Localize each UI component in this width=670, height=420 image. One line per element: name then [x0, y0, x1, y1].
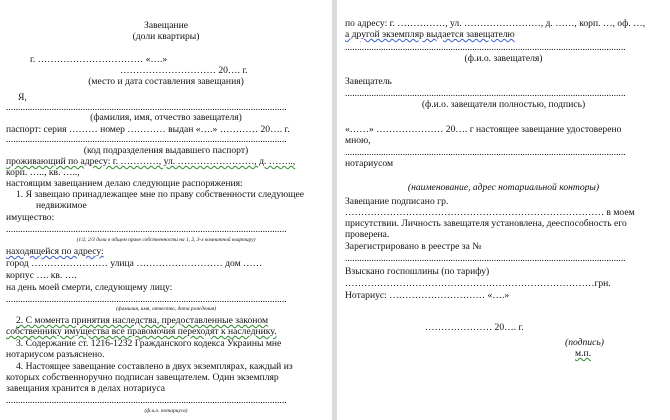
share-hint: (1/2, 2/3 доли в общем праве собственности на 1, 2, 3-х комнатной квартиру)	[76, 237, 256, 243]
copy-dotted-line: .....................................................................................................................	[345, 42, 626, 53]
signature-hint: (ф.и.о. завещателя полностью, подпись)	[421, 99, 586, 110]
clause-3-line-1: 3. Содержание ст. 1216-1232 Гражданского кодекса Украины мне	[16, 338, 282, 349]
fio-hint: (фамилия, имя, отчество завещателя)	[90, 112, 242, 123]
korpus-line: корпус …. кв. ….	[6, 270, 77, 281]
office-address-line: по адресу: г. ……………, ул. ……………………, д. ……, корп. …, оф. …,	[345, 18, 646, 29]
clause-4-line-2: которых собственноручно подписан завещателем. Один экземпляр	[6, 372, 279, 383]
document-subtitle: (доли квартиры)	[132, 31, 200, 42]
document-page-right	[337, 0, 670, 420]
registry-dotted-line: .....................................................................................................................	[345, 253, 626, 264]
city-date-line: г. …………………………… «….»	[30, 54, 168, 65]
copy-line: а другой экземпляр выдается завещателю	[345, 29, 515, 40]
death-line: на день моей смерти, следующему лицу:	[6, 282, 173, 293]
clause-2-line-2: собственнику имущества все правомочия переходят к наследнику.	[6, 326, 277, 337]
property-dotted-line: .....................................................................................................................	[6, 224, 287, 235]
presence-line: присутствии. Личность завещателя установлена, дееспособность его	[345, 218, 627, 229]
passport-line: паспорт: серия ……… номер ………… выдан «….» ………… 20…. г.	[6, 124, 290, 135]
certification-line-2: мною,	[345, 135, 371, 146]
clause-4-line-3: завещания хранится в делах нотариуса	[6, 383, 166, 394]
fee-line: Взыскано госпошлины (по тарифу)	[345, 266, 490, 277]
clause-1-line-2: недвижимое	[36, 200, 87, 211]
clause-4-line-1: 4. Настоящее завещание составлено в двух экземплярах, каждый из	[16, 361, 293, 372]
date-line: ………………………… 20…. г.	[120, 65, 248, 76]
testator-fio-hint: (ф.и.о. завещателя)	[464, 53, 543, 64]
clause-1-line-1: 1. Я завещаю принадлежащее мне по праву собственности следующее	[16, 189, 305, 200]
address-line: проживающий по адресу: г. …………, ул. ……………………, д. ……..,	[6, 156, 296, 167]
testator-dotted-line: .....................................................................................................................	[345, 88, 626, 99]
office-hint: (наименование, адрес нотариальной конторы)	[407, 182, 600, 193]
notary-label: нотариусом	[345, 158, 394, 169]
notary-hint: (ф.и.о. нотариуса)	[144, 408, 188, 414]
clause-3-line-2: нотариусом разъяснено.	[6, 349, 105, 360]
declaration-line: настоящим завещанием делаю следующие распоряжения:	[6, 178, 243, 189]
signed-line: Завещание подписано гр.	[345, 196, 449, 207]
signed-dotted-line: ……………………………………………………………………… в моем	[345, 207, 635, 218]
clause-2-line-1: 2. С момента принятия наследства, предоставленные законом	[16, 315, 269, 326]
document-title: Завещание	[144, 20, 188, 31]
heir-hint: (фамилия, имя, отчество, дата рождения)	[115, 306, 216, 312]
verified-line: проверена.	[345, 229, 390, 240]
stamp-place: м.п.	[575, 348, 592, 359]
podpis-hint: (подпись)	[565, 337, 604, 348]
located-label: находящейся по адресу:	[6, 246, 104, 257]
fio-dotted-line: .....................................................................................................................	[6, 102, 287, 113]
notarius-line: Нотариус: ………………………… «….»	[345, 290, 510, 301]
registry-line: Зарегистрировано в реестре за №	[345, 241, 482, 252]
clause-1-line-3: имущество:	[6, 212, 55, 223]
passport-dotted-line: .....................................................................................................................	[6, 134, 287, 145]
notary-dotted-line: .....................................................................................................................	[6, 395, 287, 406]
testator-label: Завещатель	[345, 76, 392, 87]
place-hint: (место и дата составления завещания)	[88, 76, 244, 87]
closing-date-line: ………………… 20…. г.	[425, 322, 524, 333]
heir-dotted-line: .....................................................................................................................	[6, 294, 287, 305]
address-line-2: корп. ….., кв. …..,	[6, 167, 80, 178]
street-line: город …………………… улица ……………………… дом ……	[6, 258, 263, 269]
document-page-left	[0, 0, 332, 420]
fee-dotted-line: ……………………………………………………………………грн.	[345, 278, 611, 289]
code-hint: (код подразделения выдавшего паспорт)	[83, 145, 249, 156]
certification-line: «……» ………………… 20…. г настоящее завещание удостоверено	[345, 124, 622, 135]
certification-dotted-line: .....................................................................................................................	[345, 147, 626, 158]
ya-label: Я,	[18, 92, 27, 103]
